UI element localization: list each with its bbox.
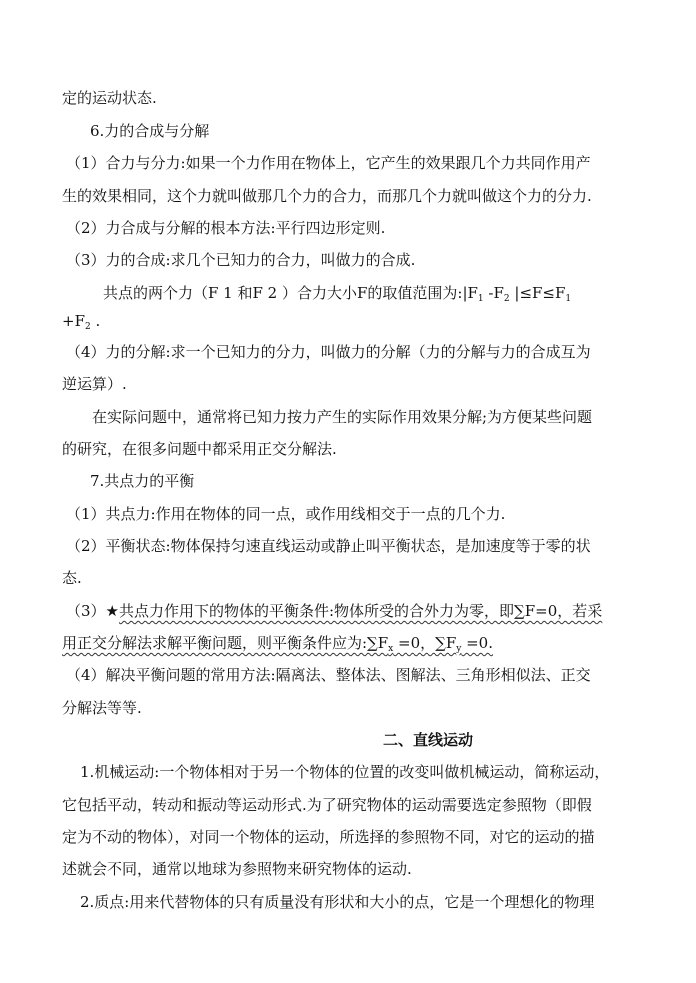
- text-line: （3）力的合成:求几个已知力的合力，叫做力的合成.: [66, 251, 416, 269]
- text-line: 定为不动的物体），对同一个物体的运动，所选择的参照物不同，对它的运动的描: [62, 828, 595, 846]
- text-span: |≤F≤F: [509, 284, 566, 302]
- text-line: 的研究，在很多问题中都采用正交分解法.: [62, 440, 337, 458]
- text-line: （2）力合成与分解的根本方法:平行四边形定则.: [66, 219, 386, 237]
- star-icon: ★: [105, 602, 119, 620]
- text-line: 定的运动状态.: [62, 89, 157, 107]
- subscript: x: [388, 644, 394, 654]
- text-line: 分解法等等.: [62, 699, 142, 717]
- text-line: （1）共点力:作用在物体的同一点，或作用线相交于一点的几个力.: [66, 505, 506, 523]
- text-line: 生的效果相同，这个力就叫做那几个力的合力，而那几个力就叫做这个力的分力.: [62, 187, 592, 205]
- text-span: =0.: [461, 634, 493, 652]
- text-span: +F: [62, 312, 85, 330]
- text-line: 2.质点:用来代替物体的只有质量没有形状和大小的点，它是一个理想化的物理: [80, 893, 595, 911]
- text-span: .: [90, 312, 101, 330]
- subscript: 2: [84, 322, 91, 332]
- text-line: （4）力的分解:求一个已知力的分力，叫做力的分解（力的分解与力的合成互为: [66, 343, 591, 361]
- subscript: y: [456, 644, 462, 654]
- text-line: （2）平衡状态:物体保持匀速直线运动或静止叫平衡状态，是加速度等于零的状: [66, 537, 591, 555]
- text-line: （1）合力与分力:如果一个力作用在物体上，它产生的效果跟几个力共同作用产: [66, 154, 591, 172]
- subscript: 1: [477, 294, 484, 304]
- subscript: 2: [503, 294, 510, 304]
- text-span: （3）: [66, 602, 106, 620]
- emphasis-text: [62, 634, 493, 652]
- subscript: 1: [565, 294, 572, 304]
- text-line: 1.机械运动:一个物体相对于另一个物体的位置的改变叫做机械运动，简称运动，: [80, 763, 610, 781]
- text-line: （4）解决平衡问题的常用方法:隔离法、整体法、图解法、三角形相似法、正交: [66, 666, 591, 684]
- section-heading-6: 6.力的合成与分解: [90, 122, 210, 140]
- text-line: 态.: [62, 569, 82, 587]
- section-heading-7: 7.共点力的平衡: [90, 472, 195, 490]
- text-line: 述就会不同，通常以地球为参照物来研究物体的运动.: [62, 860, 412, 878]
- text-span: =0，∑F: [393, 634, 457, 652]
- force-range-line: [103, 283, 571, 309]
- equilibrium-condition-line: [66, 601, 602, 621]
- text-span: 共点的两个力（F 1 和F 2 ）合力大小F的取值范围为:|F: [103, 284, 478, 302]
- text-line: 它包括平动，转动和振动等运动形式.为了研究物体的运动需要选定参照物（即假: [62, 796, 592, 814]
- force-range-line-cont: [62, 311, 100, 337]
- text-span: -F: [483, 284, 504, 302]
- text-line: 逆运算）.: [62, 375, 127, 393]
- text-line: 在实际问题中，通常将已知力按力产生的实际作用效果分解;为方便某些问题: [92, 408, 593, 426]
- text-span: 用正交分解法求解平衡问题，则平衡条件应为:∑F: [62, 634, 389, 652]
- chapter-heading: 二、直线运动: [383, 731, 474, 749]
- emphasis-text: 共点力作用下的物体的平衡条件:物体所受的合外力为零，即∑F=0，若采: [119, 602, 603, 620]
- equilibrium-condition-line-cont: [62, 633, 493, 659]
